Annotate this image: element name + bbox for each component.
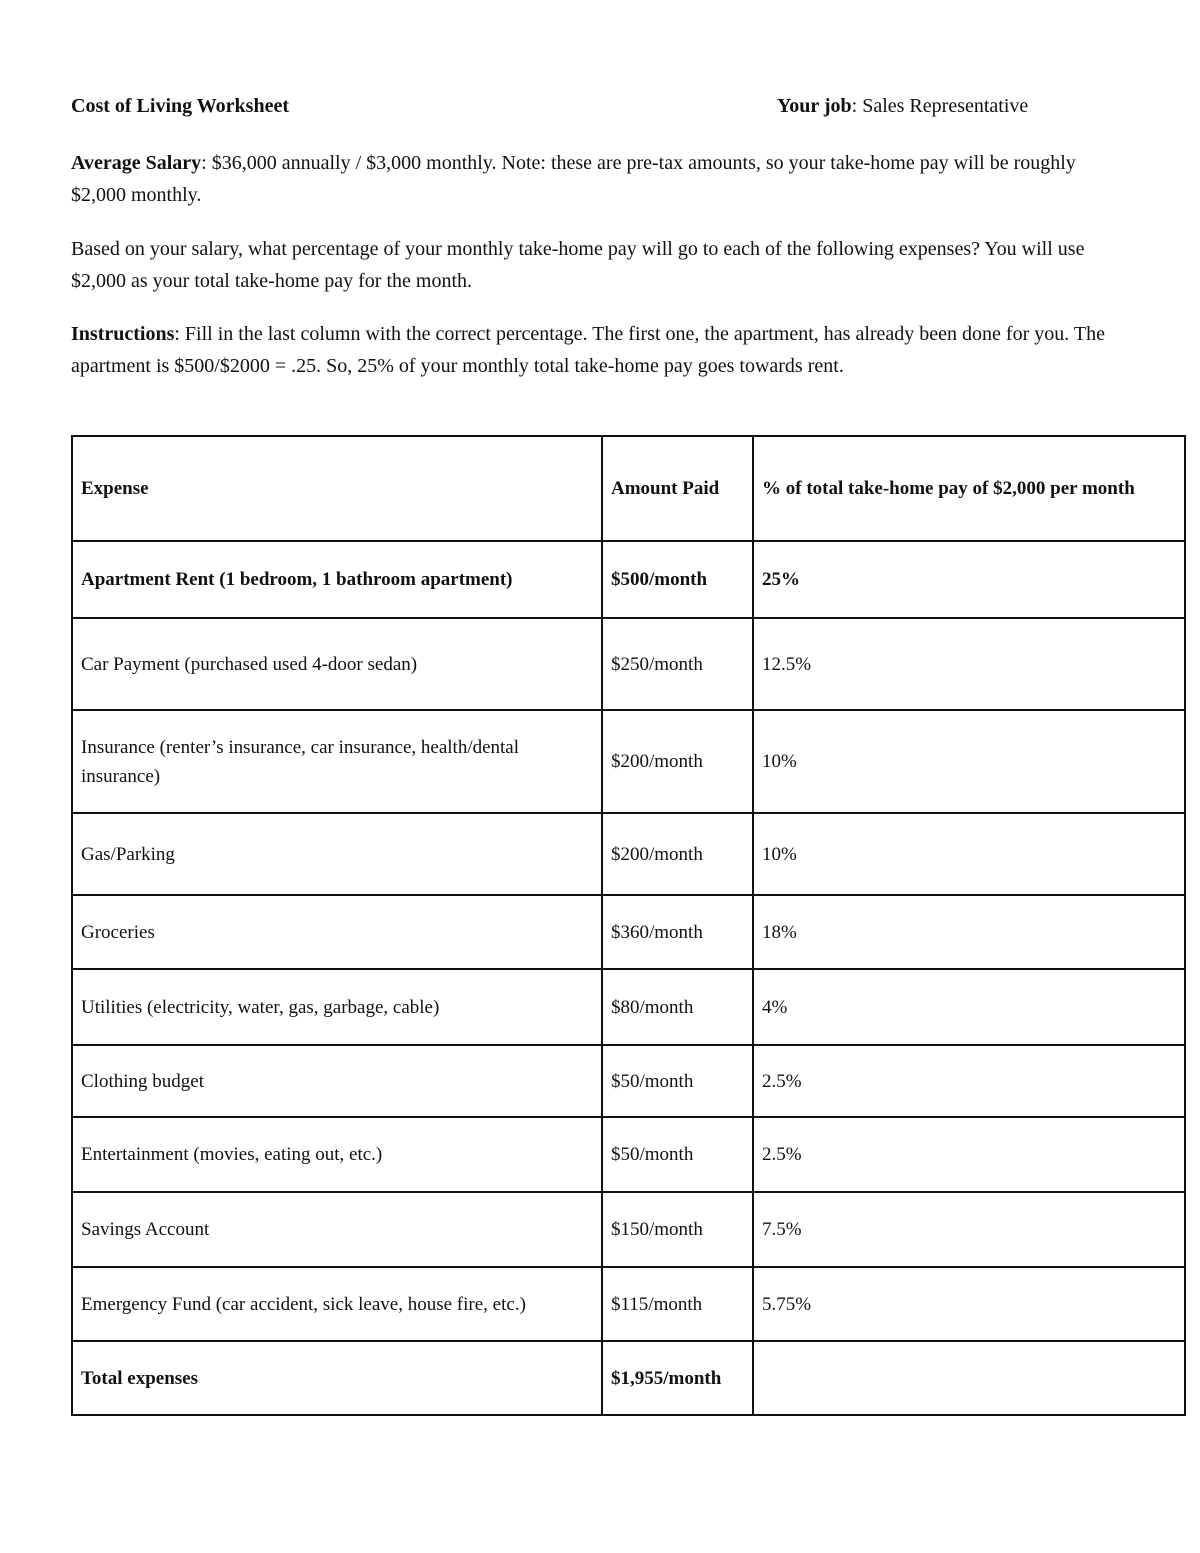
percent-cell: 10% (753, 813, 1185, 895)
header-amount: Amount Paid (602, 436, 753, 541)
job-line (777, 95, 1028, 118)
amount-cell: $80/month (602, 969, 753, 1045)
percent-cell: 2.5% (753, 1117, 1185, 1192)
percent-cell: 10% (753, 710, 1185, 813)
amount-cell: $115/month (602, 1267, 753, 1341)
question-paragraph: Based on your salary, what percentage of your monthly take-home pay will go to each of the following expenses? You will use $2,000 as your total take-home pay for the month. (71, 238, 1085, 292)
total-amount-cell: $1,955/month (602, 1341, 753, 1415)
expense-cell: Gas/Parking (72, 813, 602, 895)
amount-cell: $250/month (602, 618, 753, 710)
percent-cell: 2.5% (753, 1045, 1185, 1117)
job-value: Sales Representative (862, 95, 1029, 117)
table-row (72, 813, 1185, 895)
total-label-cell: Total expenses (72, 1341, 602, 1415)
instructions-label: Instructions (71, 323, 175, 345)
percent-cell: 12.5% (753, 618, 1185, 710)
expense-cell: Apartment Rent (1 bedroom, 1 bathroom apartment) (72, 541, 602, 618)
amount-cell: $50/month (602, 1045, 753, 1117)
table-header-row (72, 436, 1185, 541)
table-row (72, 1267, 1185, 1341)
job-separator: : (851, 95, 863, 117)
amount-cell: $50/month (602, 1117, 753, 1192)
header-percent: % of total take-home pay of $2,000 per month (753, 436, 1185, 541)
job-label: Your job (777, 95, 852, 117)
amount-cell: $500/month (602, 541, 753, 618)
table-row (72, 618, 1185, 710)
amount-cell: $200/month (602, 813, 753, 895)
total-percent-cell (753, 1341, 1185, 1415)
percent-cell: 7.5% (753, 1192, 1185, 1267)
table-row (72, 710, 1185, 813)
table-row (72, 1117, 1185, 1192)
percent-cell: 4% (753, 969, 1185, 1045)
header-expense: Expense (72, 436, 602, 541)
table-row (72, 1045, 1185, 1117)
table-row (72, 969, 1185, 1045)
amount-cell: $200/month (602, 710, 753, 813)
table-row (72, 1192, 1185, 1267)
amount-cell: $360/month (602, 895, 753, 969)
expense-cell: Insurance (renter’s insurance, car insurance, health/dental insurance) (72, 710, 602, 813)
salary-text: : $36,000 annually / $3,000 monthly. Note: these are pre-tax amounts, so your take-home pay will be roughly $2,000 monthly. (71, 152, 1076, 206)
instructions-paragraph (71, 319, 1131, 382)
percent-cell: 5.75% (753, 1267, 1185, 1341)
expense-cell: Car Payment (purchased used 4-door sedan) (72, 618, 602, 710)
percent-cell: 25% (753, 541, 1185, 618)
amount-cell: $150/month (602, 1192, 753, 1267)
table-row (72, 541, 1185, 618)
table-row (72, 895, 1185, 969)
expense-cell: Clothing budget (72, 1045, 602, 1117)
salary-label: Average Salary (71, 152, 202, 174)
salary-paragraph (71, 148, 1131, 211)
expense-cell: Emergency Fund (car accident, sick leave, house fire, etc.) (72, 1267, 602, 1341)
page-title: Cost of Living Worksheet (71, 95, 289, 117)
expense-cell: Savings Account (72, 1192, 602, 1267)
expense-cell: Entertainment (movies, eating out, etc.) (72, 1117, 602, 1192)
expense-cell: Utilities (electricity, water, gas, garbage, cable) (72, 969, 602, 1045)
percent-cell: 18% (753, 895, 1185, 969)
total-row (72, 1341, 1185, 1415)
expense-table (71, 435, 1186, 1416)
expense-cell: Groceries (72, 895, 602, 969)
instructions-text: : Fill in the last column with the correct percentage. The first one, the apartment, has already been done for you. The apartment is $500/$2000 = .25. So, 25% of your monthly total take-home pay goes towards rent. (71, 323, 1105, 377)
